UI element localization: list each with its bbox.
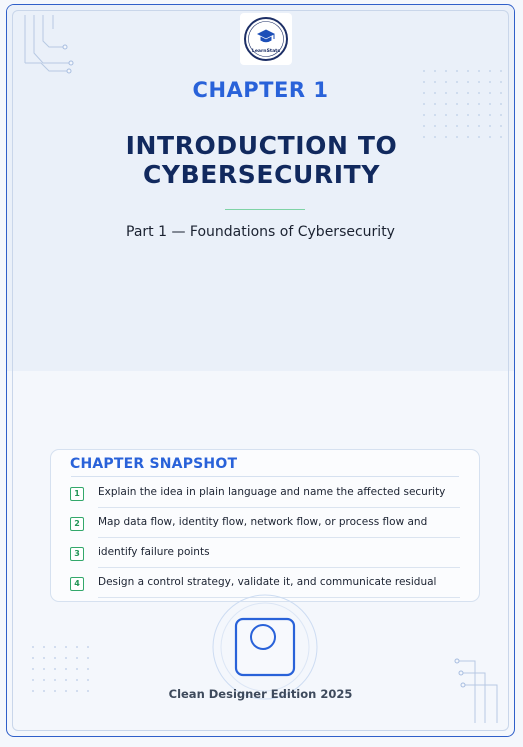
chapter-title-line-1: INTRODUCTION TO [125,131,398,160]
page-frame [6,4,515,737]
snapshot-item [70,538,460,568]
snapshot-item [70,508,460,538]
chapter-title [47,131,476,189]
edition-label: Clean Designer Edition 2025 [168,687,353,701]
emblem-icon [211,593,319,701]
snapshot-heading: CHAPTER SNAPSHOT [70,456,238,472]
item-number-badge: 4 [70,577,84,591]
item-number-badge: 2 [70,517,84,531]
learnstats-logo [240,13,292,65]
item-number-badge: 3 [70,547,84,561]
title-divider [225,209,305,210]
snapshot-item-text: Map data flow, identity flow, network flow, or process flow and [98,516,428,528]
item-number-badge: 1 [70,487,84,501]
snapshot-item-text: Explain the idea in plain language and name the affected security [98,486,446,498]
chapter-subtitle: Part 1 — Foundations of Cybersecurity [126,224,395,240]
graduation-cap-icon [243,16,289,62]
circuit-lines-top-left [21,15,81,85]
chapter-number: CHAPTER 1 [192,78,329,102]
snapshot-heading-rule [71,476,459,477]
svg-text:LearnStats: LearnStats [251,49,281,54]
snapshot-item-text: identify failure points [98,546,210,558]
snapshot-item-text: Design a control strategy, validate it, and communicate residual [98,576,437,588]
snapshot-item [70,478,460,508]
chapter-snapshot-card [50,449,480,602]
chapter-title-line-2: CYBERSECURITY [142,160,381,189]
